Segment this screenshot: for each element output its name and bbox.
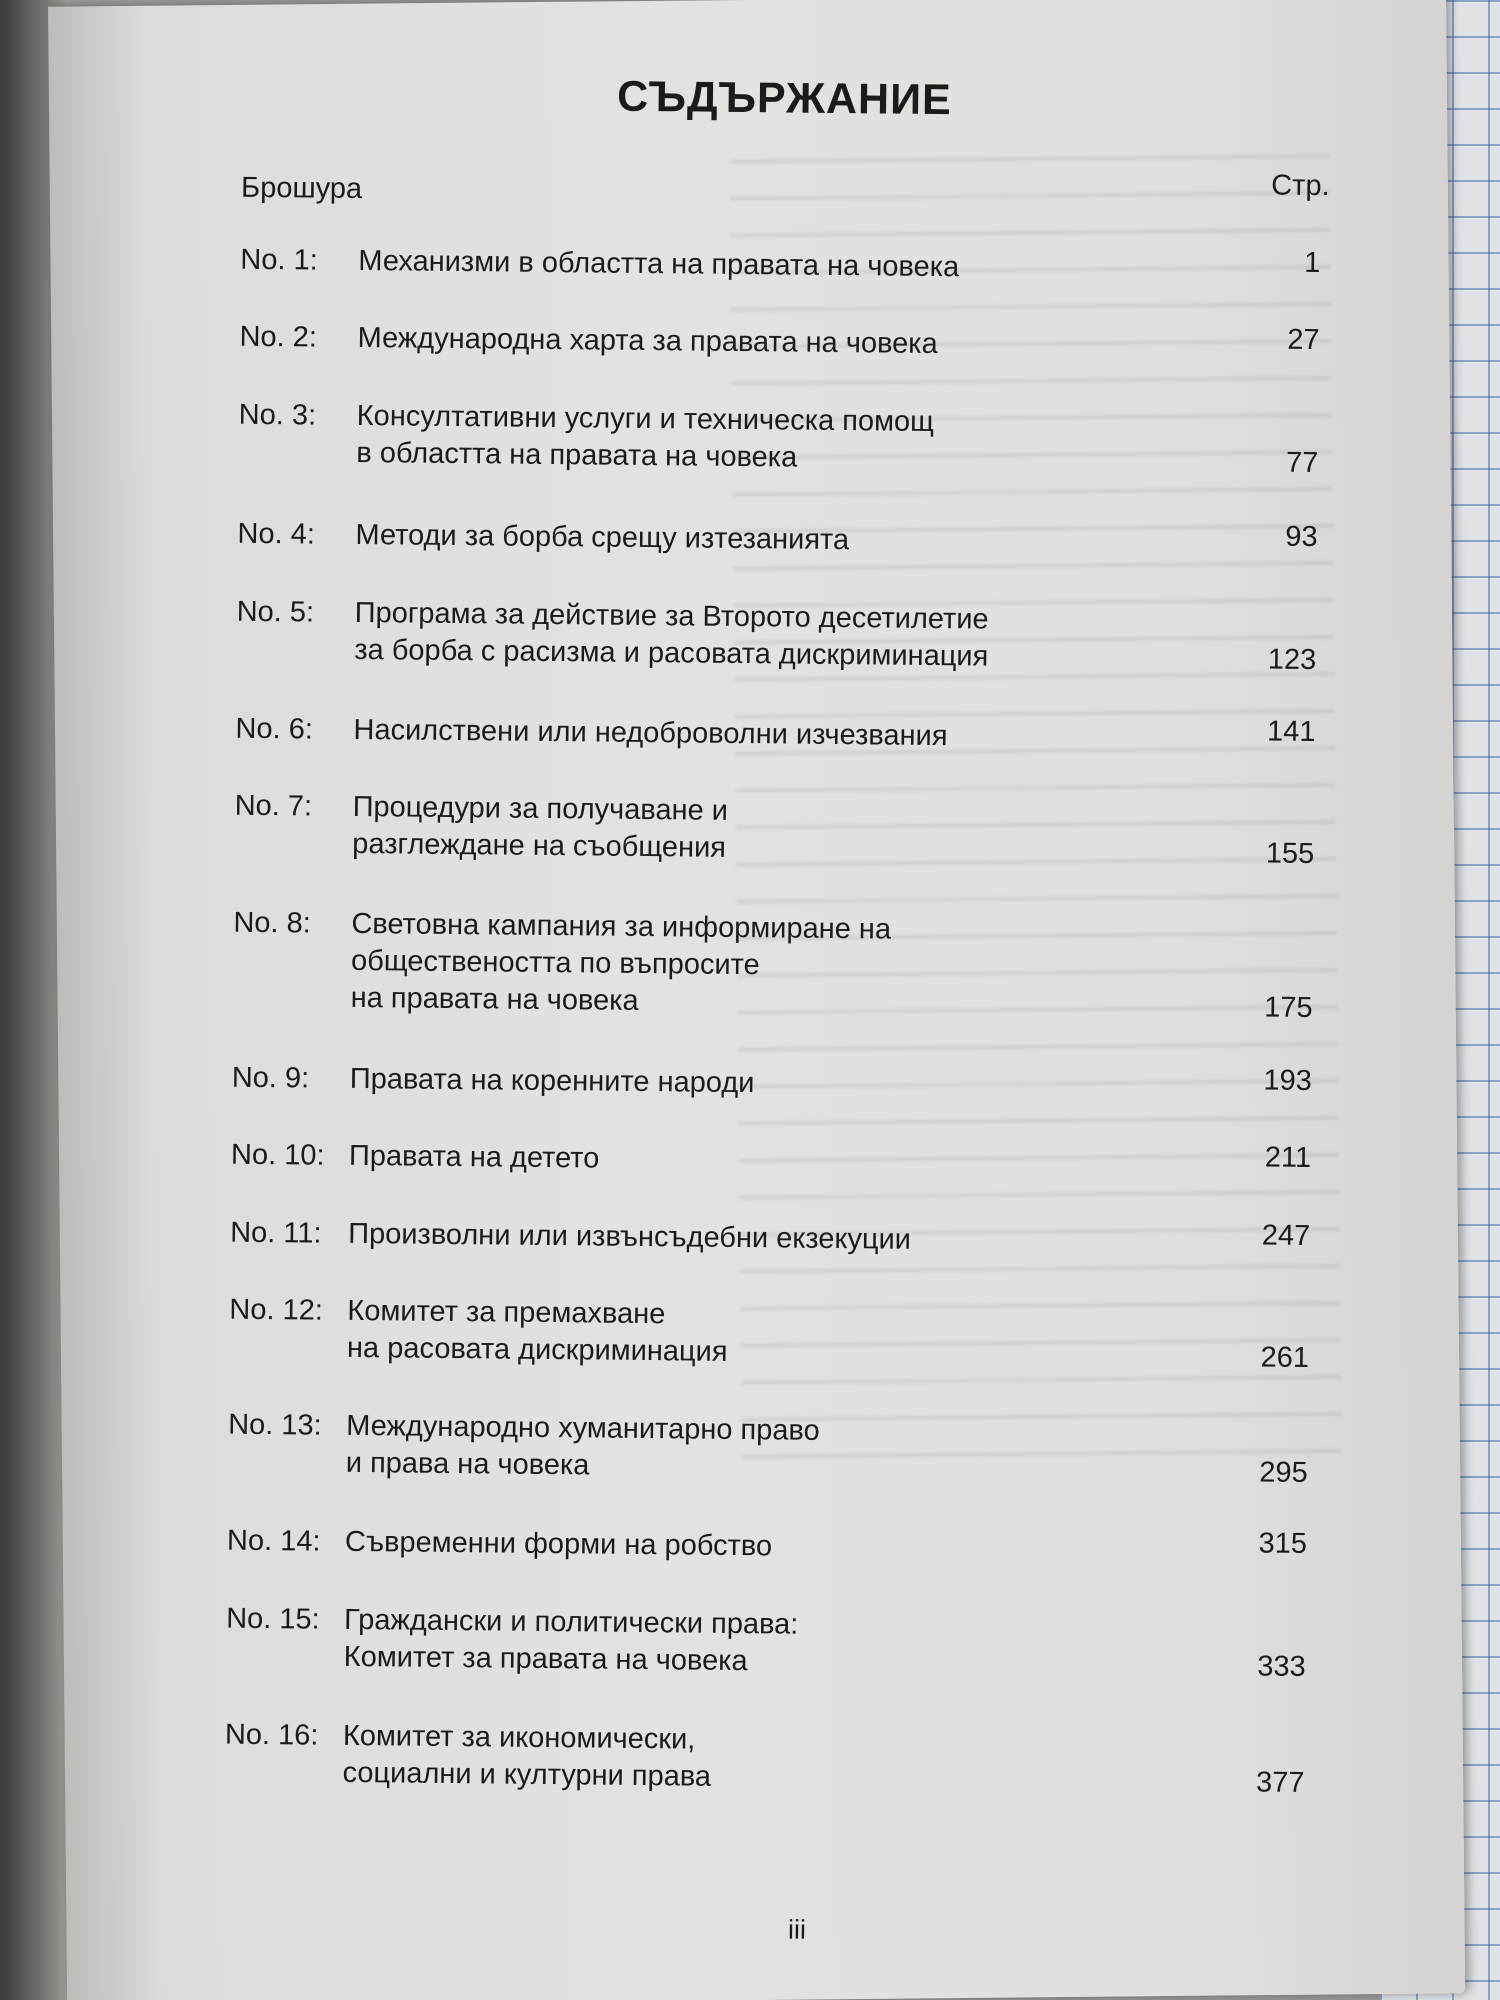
toc-entry-page: 175: [1264, 991, 1313, 1025]
toc-entry: [234, 788, 1315, 871]
toc-entry-title: [348, 1216, 1148, 1261]
toc-entry-number: No. 6:: [235, 712, 314, 746]
toc-entry-title: [354, 595, 1155, 677]
toc-entry-title: [355, 517, 1155, 562]
toc-entry-page: 193: [1263, 1064, 1313, 1098]
toc-entry-number: No. 10:: [230, 1138, 325, 1172]
toc-entry-title: [342, 1718, 1143, 1800]
toc-entry-title: [352, 789, 1153, 871]
toc-entry-page: 315: [1258, 1527, 1308, 1560]
toc-entry-page: 123: [1267, 643, 1317, 677]
toc-entry-title-line: обществеността по въпросите: [350, 944, 760, 982]
toc-entry-title-line: Граждански и политически права:: [343, 1603, 799, 1641]
toc-entry-page: 1: [1304, 246, 1321, 280]
toc-entry: [225, 1601, 1306, 1683]
toc-entry-number: No. 16:: [224, 1718, 319, 1752]
toc-entry-page: 261: [1260, 1341, 1310, 1374]
book-page: [48, 0, 1465, 2000]
toc-entry-title: [358, 243, 1158, 288]
toc-entry-number: No. 13:: [228, 1408, 322, 1442]
toc-entry-title-line: Методи за борба срещу изтезанията: [355, 518, 850, 557]
toc-entry-title-line: Процедури за получаване и: [352, 790, 729, 827]
page-title: СЪДЪРЖАНИЕ: [616, 72, 952, 125]
toc-entry: [238, 397, 1319, 480]
toc-entry: [228, 1407, 1308, 1489]
toc-entry: [233, 905, 1314, 1025]
toc-entry: [239, 319, 1320, 361]
toc-entry-title: [344, 1602, 1145, 1684]
toc-entry-title-line: в областта на правата на човека: [356, 436, 798, 474]
toc-entry: [240, 242, 1321, 284]
toc-entry-number: No. 1:: [240, 243, 318, 277]
toc-entry: [235, 711, 1316, 753]
toc-entry-number: No. 5:: [236, 595, 315, 629]
toc-entry-title-line: Съвременни форми на робство: [344, 1525, 773, 1563]
toc-entry: [226, 1523, 1308, 1563]
toc-entry-number: No. 9:: [231, 1061, 310, 1095]
toc-entry-page: 333: [1257, 1650, 1306, 1683]
toc-entry: [236, 594, 1317, 677]
toc-entry-title-line: Международна харта за правата на човека: [357, 321, 938, 361]
toc-entry-title: [350, 906, 1151, 1025]
toc-entry: [237, 516, 1318, 557]
toc-entry-page: 141: [1266, 715, 1316, 749]
toc-entry-title-line: Комитет за икономически,: [342, 1719, 696, 1756]
toc-entry-number: No. 8:: [233, 906, 311, 940]
toc-entry-title-line: Насилствени или недоброволни изчезвания: [353, 713, 948, 753]
toc-entry: [230, 1137, 1312, 1175]
toc-entry: [230, 1215, 1311, 1256]
toc-entry-title-line: Произволни или извънсъдебни екзекуции: [348, 1217, 912, 1256]
toc-entry-page: 295: [1259, 1456, 1308, 1489]
toc-entry-title-line: Консултативни услуги и техническа помощ: [356, 399, 935, 439]
toc-entry-page: 155: [1265, 837, 1315, 871]
toc-entry-number: No. 15:: [225, 1602, 320, 1636]
toc-entry-title-line: за борба с расизма и расовата дискриминация: [354, 633, 989, 673]
column-header-page: Стр.: [1271, 169, 1330, 203]
toc-entry-title-line: Механизми в областта на правата на човека: [358, 244, 960, 284]
toc-entry-page: 77: [1285, 446, 1319, 480]
toc-entry-title: [350, 1061, 1150, 1106]
toc-entry-title: [356, 398, 1157, 480]
toc-entry-title-line: и права на човека: [345, 1446, 590, 1482]
toc-entry-title: [347, 1293, 1148, 1375]
toc-entry-page: 211: [1264, 1141, 1312, 1174]
toc-entry-title-line: на расовата дискриминация: [346, 1331, 728, 1368]
toc-entry-number: No. 11:: [230, 1216, 322, 1250]
toc-entry-number: No. 7:: [234, 789, 313, 823]
toc-entry-number: No. 2:: [239, 320, 318, 354]
toc-entry-number: No. 12:: [229, 1293, 324, 1327]
toc-entry-page: 27: [1287, 323, 1320, 357]
toc-entry-title-line: Комитет за правата на човека: [343, 1640, 748, 1678]
toc-entry-number: No. 4:: [237, 517, 316, 551]
toc-entry-number: No. 14:: [226, 1524, 321, 1558]
footer-page-number: iii: [787, 1914, 807, 1945]
toc-entry-title-line: Правата на детето: [348, 1139, 600, 1175]
toc-entry-title: [349, 1138, 1149, 1183]
toc-entry-title-line: разглеждане на съобщения: [352, 827, 727, 864]
toc-entry-number: No. 3:: [238, 398, 317, 432]
toc-entry-title-line: Световна кампания за информиране на: [351, 907, 892, 946]
column-header-brochure: Брошура: [240, 171, 363, 206]
toc-entry: [224, 1717, 1305, 1799]
toc-entry-title: [353, 712, 1153, 757]
toc-entry-title-line: Международно хуманитарно право: [346, 1409, 820, 1447]
toc-entry-title-line: Комитет за премахване: [347, 1294, 666, 1331]
toc-entry: [229, 1292, 1310, 1374]
toc-entry-title: [357, 320, 1157, 365]
toc-entry-title-line: Правата на коренните народи: [349, 1062, 755, 1100]
toc-entry-title-line: социални и културни права: [342, 1756, 712, 1793]
toc-entry-title-line: на правата на човека: [350, 981, 639, 1017]
toc-entry-page: 377: [1255, 1766, 1305, 1799]
toc-entry-page: 93: [1285, 520, 1318, 554]
toc-entry: [231, 1060, 1313, 1100]
toc-entry-title: [345, 1524, 1145, 1569]
toc-entry-title-line: Програма за действие за Второто десетилетие: [354, 596, 989, 636]
page-content: [27, 7, 1446, 2000]
toc-entry-page: 247: [1261, 1219, 1311, 1252]
toc-entry-title: [346, 1408, 1147, 1490]
